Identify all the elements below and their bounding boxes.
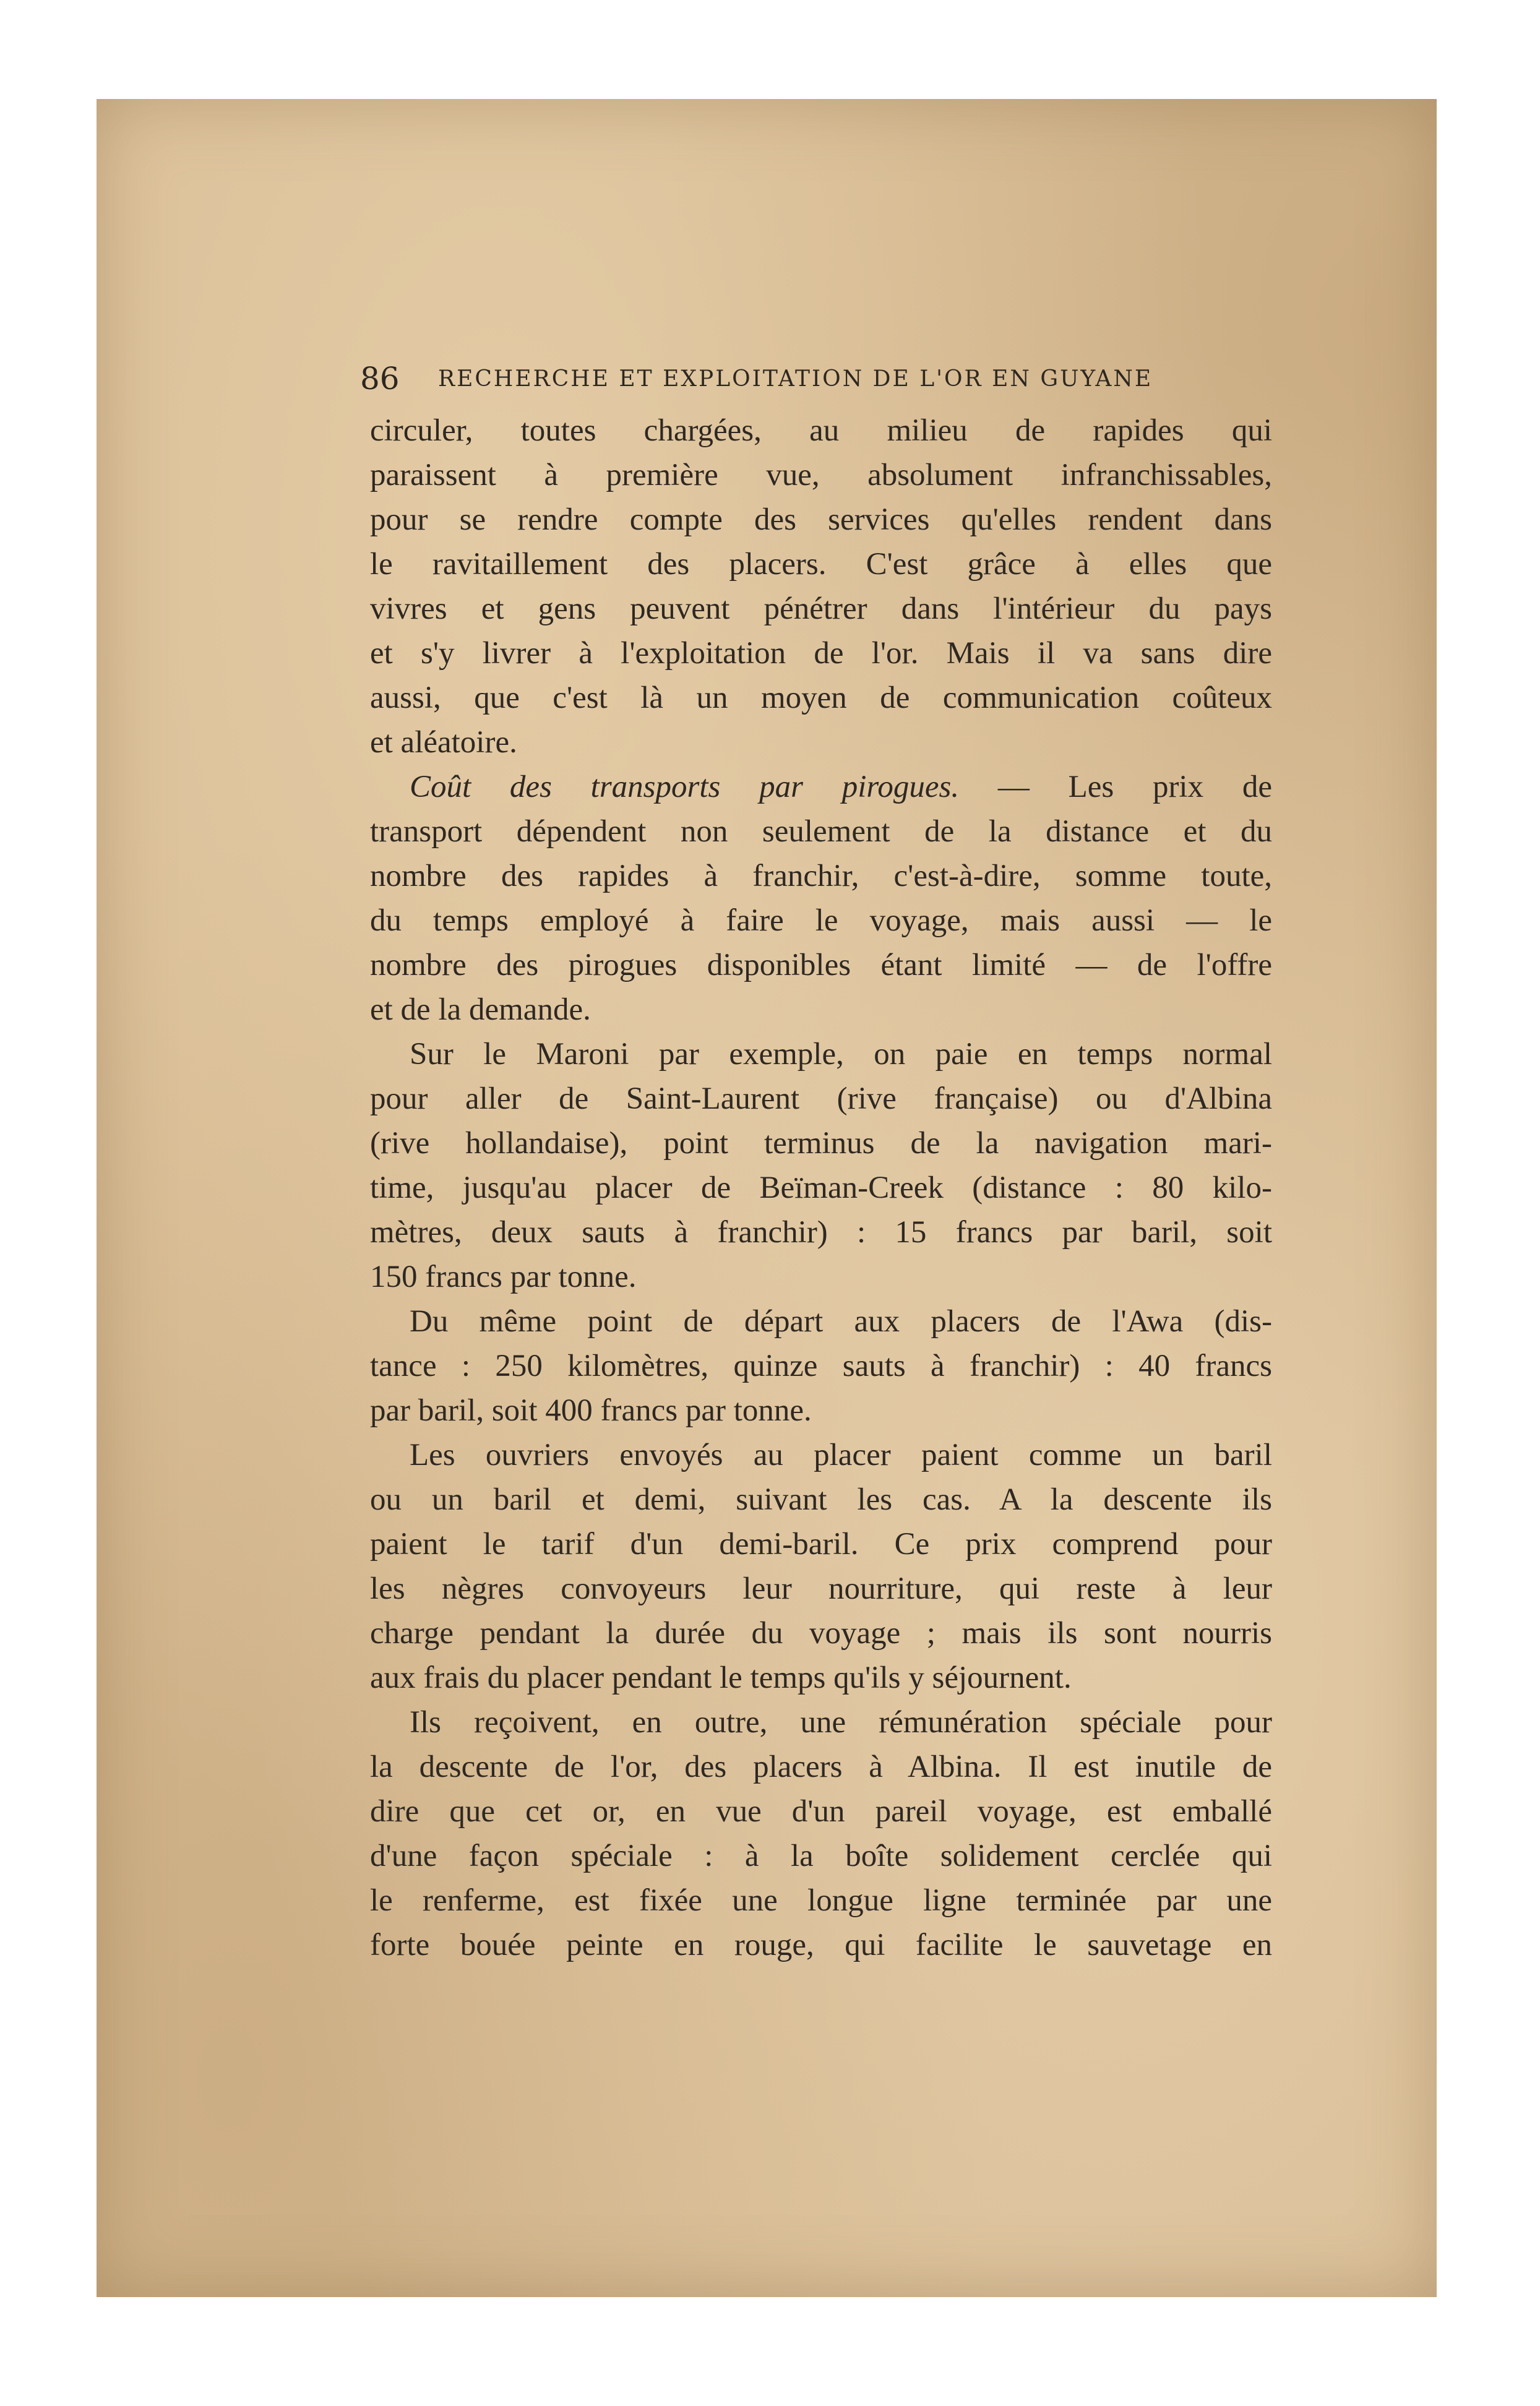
text-line: tance : 250 kilomètres, quinze sauts à franchir) : 40 francs bbox=[370, 1349, 1272, 1383]
text-line: transport dépendent non seulement de la distance et du bbox=[370, 814, 1272, 849]
body-text bbox=[370, 408, 1272, 1967]
text-line: par baril, soit 400 francs par tonne. bbox=[370, 1393, 812, 1428]
text-line: et aléatoire. bbox=[370, 725, 517, 760]
running-title: RECHERCHE ET EXPLOITATION DE L'OR EN GUYANE bbox=[438, 366, 1153, 392]
text-line: aussi, que c'est là un moyen de communication coûteux bbox=[370, 681, 1272, 715]
text-line: pour se rendre compte des services qu'elles rendent dans bbox=[370, 502, 1272, 537]
text-line: nombre des rapides à franchir, c'est-à-dire, somme toute, bbox=[370, 859, 1272, 893]
text-line: paient le tarif d'un demi-baril. Ce prix comprend pour bbox=[370, 1527, 1272, 1562]
text-line: Les ouvriers envoyés au placer paient comme un baril bbox=[410, 1438, 1272, 1472]
text-line: Du même point de départ aux placers de l'Awa (dis- bbox=[410, 1304, 1272, 1339]
text-line: les nègres convoyeurs leur nourriture, qui reste à leur bbox=[370, 1571, 1272, 1606]
text-line: paraissent à première vue, absolument infranchissables, bbox=[370, 458, 1272, 492]
running-header bbox=[360, 360, 1276, 397]
text-line: le ravitaillement des placers. C'est grâce à elles que bbox=[370, 547, 1272, 582]
text-line: aux frais du placer pendant le temps qu'ils y séjournent. bbox=[370, 1661, 1072, 1695]
text-line: vivres et gens peuvent pénétrer dans l'intérieur du pays bbox=[370, 591, 1272, 626]
text-line: Sur le Maroni par exemple, on paie en temps normal bbox=[410, 1037, 1272, 1072]
text-line: et s'y livrer à l'exploitation de l'or. Mais il va sans dire bbox=[370, 636, 1272, 671]
text-line: le renferme, est fixée une longue ligne terminée par une bbox=[370, 1883, 1272, 1918]
text-line: d'une façon spéciale : à la boîte solidement cerclée qui bbox=[370, 1839, 1272, 1873]
text-line: charge pendant la durée du voyage ; mais ils sont nourris bbox=[370, 1616, 1272, 1651]
text-line: du temps employé à faire le voyage, mais aussi — le bbox=[370, 903, 1272, 938]
text-line: ou un baril et demi, suivant les cas. A la descente ils bbox=[370, 1482, 1272, 1517]
text-line: mètres, deux sauts à franchir) : 15 francs par baril, soit bbox=[370, 1215, 1272, 1250]
text-line: nombre des pirogues disponibles étant limité — de l'offre bbox=[370, 948, 1272, 982]
section-heading-line bbox=[370, 765, 1272, 809]
text-line: Ils reçoivent, en outre, une rémunération spéciale pour bbox=[410, 1705, 1272, 1740]
text-line: dire que cet or, en vue d'un pareil voyage, est emballé bbox=[370, 1794, 1272, 1829]
page-number: 86 bbox=[360, 361, 400, 397]
section-heading: Coût des transports par pirogues. bbox=[410, 770, 960, 804]
text-line: et de la demande. bbox=[370, 992, 591, 1027]
text-line: pour aller de Saint-Laurent (rive française) ou d'Albina bbox=[370, 1081, 1272, 1116]
text-line: (rive hollandaise), point terminus de la navigation mari- bbox=[370, 1126, 1272, 1161]
text-line: circuler, toutes chargées, au milieu de rapides qui bbox=[370, 413, 1272, 448]
text-line: 150 francs par tonne. bbox=[370, 1260, 637, 1294]
text-line: la descente de l'or, des placers à Albina. Il est inutile de bbox=[370, 1750, 1272, 1784]
text-line: forte bouée peinte en rouge, qui facilite le sauvetage en bbox=[370, 1928, 1272, 1962]
section-heading-continuation: — Les prix de bbox=[959, 770, 1272, 804]
text-line: time, jusqu'au placer de Beïman-Creek (distance : 80 kilo- bbox=[370, 1171, 1272, 1205]
